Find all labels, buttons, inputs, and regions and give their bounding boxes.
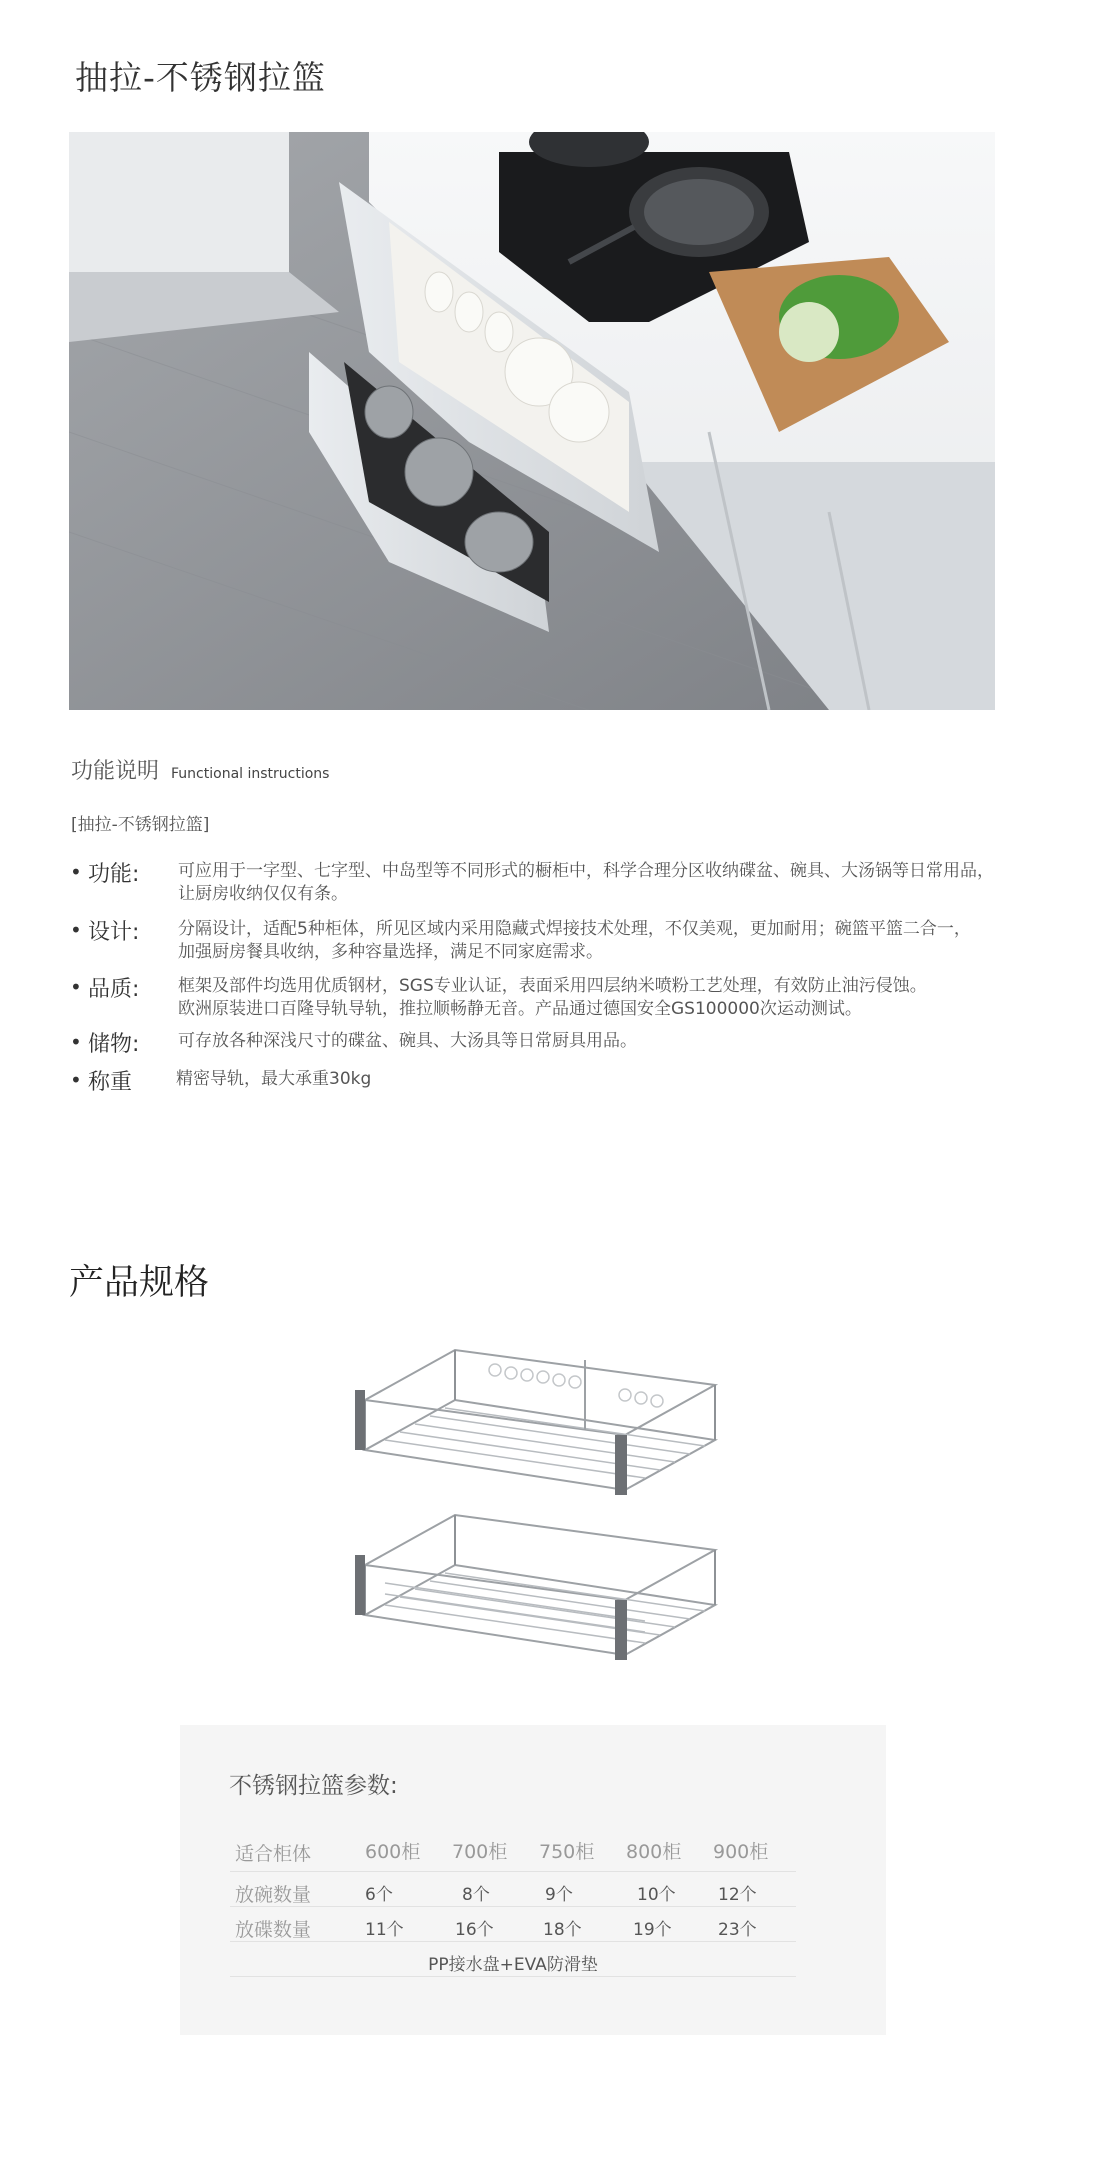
feature-line: 可应用于一字型、七字型、中岛型等不同形式的橱柜中，科学合理分区收纳碟盆、碗具、大汤锅等日常用品， [178,861,994,881]
param-table [230,1831,796,1977]
hero-kitchen-image [69,132,995,710]
param-cell: 19个 [633,1920,672,1940]
spec-title: 产品规格 [69,1263,210,1303]
feature-line: 让厨房收纳仅仅有条。 [178,884,348,904]
param-cell: 8个 [462,1885,490,1905]
feature-line: 分隔设计，适配5种柜体，所见区域内采用隐藏式焊接技术处理，不仅美观，更加耐用；碗篮平篮二合一， [178,919,971,939]
parameter-panel [180,1725,886,2035]
feature-name: 品质: [88,977,140,1002]
param-footer-text: PP接水盘+EVA防滑垫 [428,1955,598,1975]
param-footer-row [230,1942,796,1977]
feature-line: 可存放各种深浅尺寸的碟盆、碗具、大汤具等日常厨具用品。 [178,1031,637,1051]
param-cell: 11个 [365,1920,404,1940]
param-row-bowls [230,1872,796,1907]
feature-name: 功能: [88,862,140,887]
feature-line: 框架及部件均选用优质钢材，SGS专业认证，表面采用四层纳米喷粉工艺处理，有效防止油污侵蚀。 [178,976,927,996]
lower-basket [355,1515,715,1660]
param-cell: 18个 [543,1920,582,1940]
param-cell: 9个 [545,1885,573,1905]
param-header-cell: 900柜 [713,1841,769,1863]
function-title-en: Functional instructions [171,766,330,782]
param-title: 不锈钢拉篮参数: [229,1773,398,1799]
param-cell: 10个 [637,1885,676,1905]
param-cell: 6个 [365,1885,393,1905]
param-header-cell: 800柜 [626,1841,682,1863]
param-header-cell: 750柜 [539,1841,595,1863]
param-cell: 16个 [455,1920,494,1940]
feature-line: 欧洲原装进口百隆导轨导轨，推拉顺畅静无音。产品通过德国安全GS100000次运动测试。 [178,999,862,1019]
product-label: [抽拉-不锈钢拉篮] [71,815,210,835]
param-row-label: 放碗数量 [235,1884,312,1906]
upper-basket [355,1350,715,1495]
param-row-plates [230,1907,796,1942]
basket-product-image [345,1340,725,1670]
feature-name: 设计: [88,920,140,945]
param-row-label: 放碟数量 [235,1919,312,1941]
param-cell: 23个 [718,1920,757,1940]
function-section-title [71,754,329,785]
param-header-cell: 600柜 [365,1841,421,1863]
param-header-label: 适合柜体 [235,1843,312,1865]
function-title-zh: 功能说明 [71,759,160,784]
feature-line: 精密导轨，最大承重30kg [176,1069,372,1089]
param-header-row [230,1831,796,1872]
feature-name: 称重 [88,1070,133,1095]
param-header-cell: 700柜 [452,1841,508,1863]
feature-line: 加强厨房餐具收纳，多种容量选择，满足不同家庭需求。 [178,942,603,962]
page-title: 抽拉-不锈钢拉篮 [75,58,326,97]
param-cell: 12个 [718,1885,757,1905]
feature-name: 储物: [88,1032,140,1057]
